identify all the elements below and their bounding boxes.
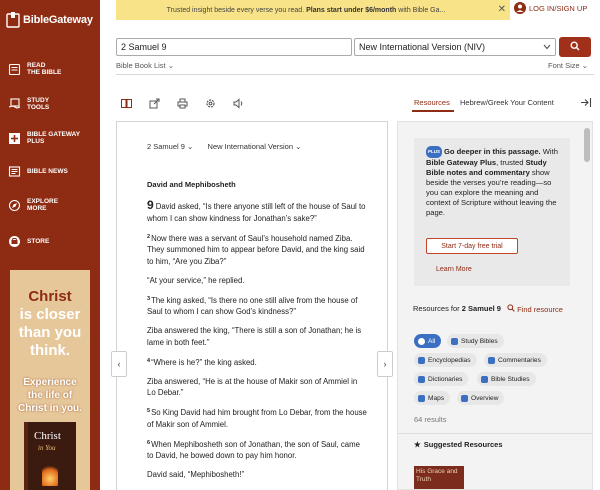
sidebar-item-bible-news[interactable]: [8, 165, 68, 178]
bible-study-icon: [481, 376, 488, 383]
ad-line: is closer: [19, 306, 81, 323]
panel-scrollbar[interactable]: [584, 128, 590, 162]
version-select-value: New International Version (NIV): [359, 42, 486, 52]
passage-header: [147, 142, 301, 151]
filter-chip-bible-studies[interactable]: [477, 372, 536, 386]
news-icon: [8, 165, 21, 178]
user-avatar-icon: [514, 2, 526, 14]
sidebar-item-label: READ: [27, 62, 46, 69]
verse: [147, 406, 367, 430]
filter-chip-encyclopedias[interactable]: [414, 353, 477, 367]
promo-body: show beside the verses you’re reading—so you can explore the meaning and context of Scripture without leaving the page.: [426, 168, 557, 217]
ad-line: than you: [18, 324, 82, 341]
ad-book-cover: [24, 422, 76, 490]
divider: [398, 433, 593, 434]
sidebar-item-read-the-bible[interactable]: [8, 62, 61, 76]
print-button[interactable]: [176, 98, 188, 110]
filter-chip-maps[interactable]: [414, 391, 450, 405]
close-icon[interactable]: ✕: [497, 4, 506, 15]
passage-text: [147, 200, 367, 488]
parallel-icon: [121, 98, 132, 111]
store-icon: [8, 235, 21, 248]
parallel-view-button[interactable]: [120, 98, 132, 110]
verse: [147, 376, 367, 399]
sidebar: [0, 0, 100, 490]
flame-icon: [42, 462, 58, 486]
plus-promo-card: [414, 138, 570, 286]
map-icon: [418, 395, 425, 402]
search-icon: [507, 305, 517, 314]
share-button[interactable]: [148, 98, 160, 110]
dictionary-icon: [418, 376, 425, 383]
verse-text: Now there was a servant of Saul’s household named Ziba. They summoned him to appear before David, and the king said to him, “Are you Ziba?”: [147, 233, 365, 266]
sidebar-item-explore-more[interactable]: [8, 198, 58, 212]
sidebar-item-label: THE BIBLE: [27, 69, 62, 76]
verse-text: The king asked, “Is there no one still alive from the house of Saul to whom I can show God’s kindness?”: [147, 295, 358, 316]
next-chapter-button[interactable]: [377, 351, 393, 377]
tab-hebrew-greek[interactable]: Hebrew/Greek Your Content: [460, 98, 554, 107]
passage-version-dropdown[interactable]: [208, 142, 302, 151]
find-resource-link[interactable]: [507, 304, 567, 315]
suggested-label: Suggested Resources: [423, 440, 503, 449]
sidebar-item-label: BIBLE GATEWAY: [27, 131, 81, 138]
resources-panel: [397, 121, 593, 490]
chip-label: Dictionaries: [428, 375, 463, 383]
chevron-down-icon: ⌄: [167, 61, 175, 70]
passage-ref: 2 Samuel 9: [147, 142, 185, 151]
collapse-panel-button[interactable]: [580, 97, 592, 110]
login-link[interactable]: [514, 2, 587, 14]
ad-book-title: Christ: [34, 430, 61, 442]
book-list-label: Bible Book List: [116, 61, 166, 70]
learn-more-link[interactable]: Learn More: [436, 266, 472, 273]
logo-icon: [6, 12, 20, 28]
verse-text: “Where is he?” the king asked.: [151, 357, 257, 367]
chevron-down-icon: [543, 42, 551, 52]
tab-resources[interactable]: Resources: [414, 98, 450, 107]
ad-subline: Christ in you.: [18, 403, 82, 414]
plus-icon: [8, 132, 21, 145]
share-icon: [149, 98, 160, 111]
chevron-right-icon: ›: [383, 359, 387, 369]
audio-button[interactable]: [232, 98, 244, 110]
chip-label: Encyclopedias: [428, 356, 471, 364]
verse-number: 4: [147, 357, 151, 364]
version-select[interactable]: [354, 38, 556, 56]
filter-chip-overview[interactable]: [457, 391, 504, 405]
filter-chip-dictionaries[interactable]: [414, 372, 468, 386]
suggested-resources-heading: [414, 440, 503, 449]
sidebar-item-label: BIBLE NEWS: [27, 168, 68, 175]
verse-number: 6: [147, 439, 151, 446]
chip-label: Overview: [471, 394, 499, 402]
verse: [147, 325, 367, 348]
sidebar-item-label: MORE: [27, 205, 47, 212]
chip-label: Commentaries: [498, 356, 541, 364]
verse-text: When Mephibosheth son of Jonathan, the son of Saul, came to David, he bowed down to pay him honor.: [147, 439, 360, 460]
resources-for-label: [413, 304, 513, 314]
collapse-arrow-icon: [580, 101, 592, 110]
promo-body: With: [540, 147, 558, 156]
sidebar-item-label: EXPLORE: [27, 198, 59, 205]
compass-icon: [8, 199, 21, 212]
chip-label: Maps: [428, 394, 445, 402]
passage-search-input[interactable]: [116, 38, 352, 56]
verse: [147, 438, 367, 462]
ad-line: think.: [30, 342, 70, 359]
gear-icon: [205, 98, 216, 111]
encyclopedia-icon: [418, 357, 425, 364]
verse-text: Ziba answered the king, “There is still a son of Jonathan; he is lame in both feet.”: [147, 326, 362, 347]
ad-subline: the life of: [27, 390, 73, 401]
passage-version: New International Version: [207, 142, 293, 151]
book-icon: [8, 63, 21, 76]
speaker-icon: [233, 98, 244, 111]
banner-text: Trusted insight beside every verse you read.: [166, 6, 307, 14]
chevron-down-icon: ⌄: [295, 142, 302, 151]
passage-ref-dropdown[interactable]: [147, 142, 193, 151]
resources-for-text: Resources for: [413, 304, 462, 313]
verse: [147, 469, 367, 481]
logo-text: BibleGateway: [23, 14, 93, 26]
chip-label: Bible Studies: [491, 375, 530, 383]
active-tab-indicator: [412, 110, 454, 112]
sidebar-item-label: STUDY: [27, 97, 50, 104]
hand-book-icon: [8, 98, 21, 111]
ad-subheadline: [10, 376, 90, 415]
promo-bold: Bible Gateway Plus: [426, 158, 497, 167]
start-free-trial-button[interactable]: Start 7-day free trial: [426, 238, 518, 254]
bible-gateway-logo[interactable]: [6, 12, 93, 28]
verse-text: “At your service,” he replied.: [147, 275, 245, 285]
verse-text: So King David had him brought from Lo Debar, from the house of Makir son of Ammiel.: [147, 408, 367, 429]
star-icon: ★: [414, 440, 421, 449]
ad-subline: Experience: [23, 377, 77, 388]
verse-number: 5: [147, 408, 151, 414]
chevron-left-icon: ‹: [117, 359, 121, 369]
font-size-toggle[interactable]: [548, 61, 588, 70]
sidebar-item-bible-gateway-plus[interactable]: [8, 131, 80, 145]
chip-label: All: [428, 337, 436, 345]
plus-badge: PLUS: [426, 146, 442, 158]
sidebar-item-study-tools[interactable]: [8, 97, 49, 111]
check-icon: [418, 338, 425, 345]
filter-chip-all[interactable]: [414, 334, 441, 348]
ad-line: Christ: [28, 288, 72, 305]
search-button[interactable]: [559, 37, 591, 57]
ad-headline: [10, 288, 90, 360]
find-resource-label: Find resource: [517, 305, 563, 314]
chevron-down-icon: ⌄: [581, 61, 589, 70]
banner-bold-text: Plans start under $6/month: [306, 6, 397, 14]
passage-heading: David and Mephibosheth: [147, 180, 236, 189]
verse-text: David said, “Mephibosheth!”: [147, 470, 245, 479]
filter-chip-commentaries[interactable]: [484, 353, 547, 367]
promo-headline: Go deeper in this passage.: [444, 147, 541, 156]
filter-chip-study-bibles[interactable]: [447, 334, 504, 348]
banner-tail-text: with Bible Ga...: [396, 6, 446, 14]
verse: [147, 232, 367, 268]
bible-book-list-toggle[interactable]: [116, 61, 174, 70]
promo-body: , trusted: [496, 158, 526, 167]
verse: [147, 294, 367, 318]
sidebar-item-label: TOOLS: [27, 104, 50, 111]
verse: [147, 200, 367, 224]
verse-text: David asked, “Is there anyone still left of the house of Saul to whom I can show kindness for Jonathan’s sake?”: [147, 202, 366, 223]
ad-book-subtitle: in You: [38, 444, 56, 452]
chip-label: Study Bibles: [461, 337, 498, 345]
login-label: LOG IN/SIGN UP: [529, 3, 588, 13]
font-size-label: Font Size: [548, 61, 580, 70]
chapter-number: 9: [147, 198, 154, 212]
verse: [147, 356, 367, 369]
study-bible-icon: [451, 338, 458, 345]
sidebar-item-label: STORE: [27, 238, 50, 245]
settings-button[interactable]: [204, 98, 216, 110]
overview-icon: [461, 395, 468, 402]
verse-number: 2: [147, 233, 151, 240]
sidebar-item-label: PLUS: [27, 138, 45, 145]
previous-chapter-button[interactable]: [111, 351, 127, 377]
commentary-icon: [488, 357, 495, 364]
sidebar-advertisement[interactable]: [10, 270, 90, 490]
verse: [147, 275, 367, 287]
search-icon: [570, 41, 580, 53]
chevron-down-icon: ⌄: [187, 142, 194, 151]
suggested-resource-thumbnail[interactable]: His Grace and Truth: [414, 466, 464, 490]
print-icon: [177, 98, 188, 111]
promo-bold: Study Bible notes and commentary: [426, 158, 547, 177]
divider: [116, 74, 594, 75]
results-count: 64 results: [414, 415, 447, 424]
verse-number: 3: [147, 295, 151, 302]
promo-banner[interactable]: [116, 0, 510, 20]
verse-text: Ziba answered, “He is at the house of Makir son of Ammiel in Lo Debar.”: [147, 376, 358, 397]
resources-for-ref: 2 Samuel 9: [461, 304, 501, 313]
passage-reader: [116, 121, 388, 490]
promo-text: [426, 146, 562, 218]
sidebar-item-store[interactable]: [8, 235, 49, 248]
